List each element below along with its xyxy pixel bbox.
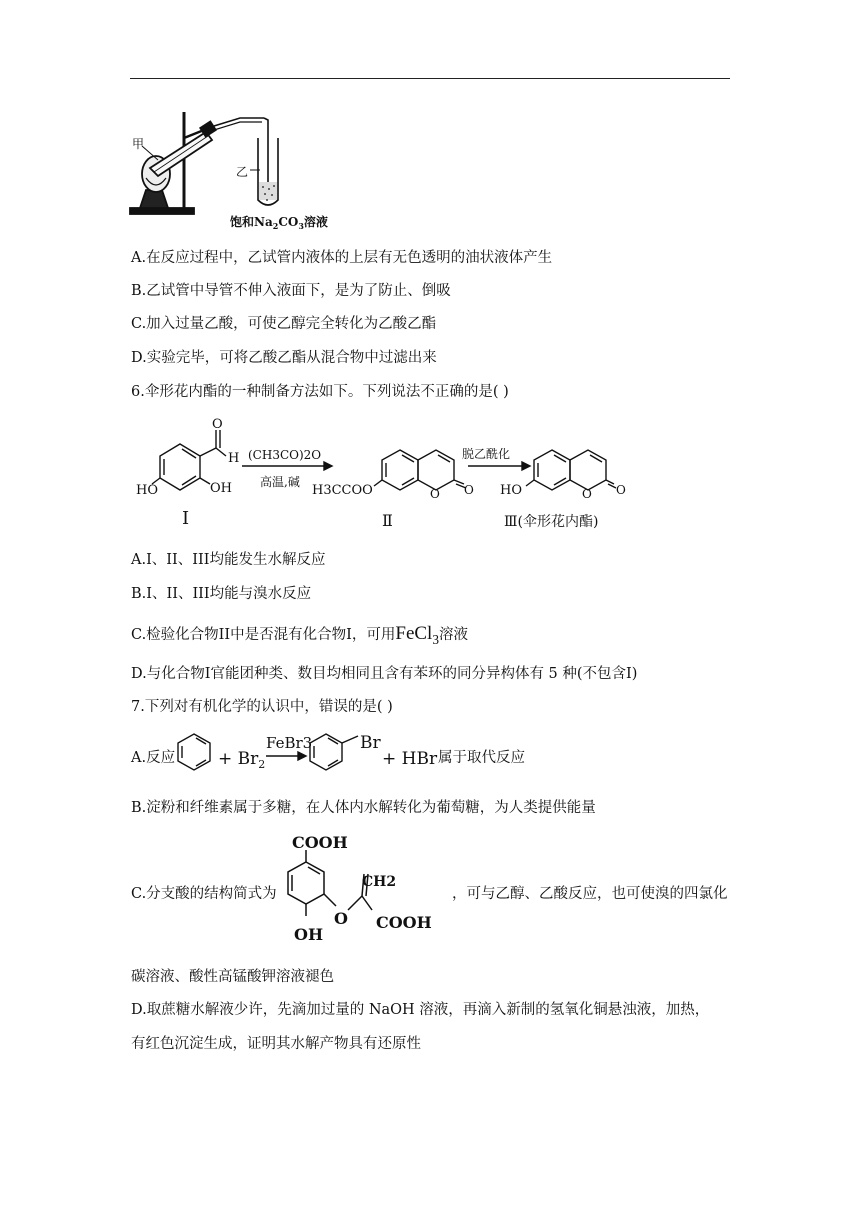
reagent-acetic-anhydride: (CH3CO)2O [248,448,322,462]
hbr-product: + HBr [382,749,438,769]
q5-option-c: C.加入过量乙酸，可使乙醇完全转化为乙酸乙酯 [131,316,437,332]
fecl3-main: FeCl [395,623,433,644]
ii-carbonyl-o: O [464,483,474,497]
q5-option-d: D.实验完毕，可将乙酸乙酯从混合物中过滤出来 [131,350,437,366]
compound-iii-label: Ⅲ(伞形花内酯) [504,514,599,530]
q7-option-c-suffix: ，可与乙醇、乙酸反应，也可使溴的四氯化 [452,886,728,902]
bromobenzene-br: Br [360,733,381,753]
ii-acetoxy-label: H3CCOO [312,483,373,498]
iii-ho-label: HO [500,483,522,498]
q6-option-b: B.I、II、III均能与溴水反应 [131,586,312,602]
iii-ring-o: O [582,487,592,501]
chorismic-acid-structure [272,832,452,954]
q7-option-a-suffix: 属于取代反应 [438,750,525,766]
q7-option-d-line1: D.取蔗糖水解液少许，先滴加过量的 NaOH 溶液，再滴入新制的氢氧化铜悬浊液，加热， [131,1002,710,1018]
esterification-apparatus-figure [128,108,338,232]
fecl3-subscript: 3 [432,631,439,647]
q7-option-c-continuation: 碳溶液、酸性高锰酸钾溶液褪色 [131,969,334,985]
label-yi: 乙 [236,165,249,179]
q6-option-c [131,624,468,650]
febr3-catalyst: FeBr3 [266,734,313,752]
reagent-deacetylation: 脱乙酰化 [462,447,511,461]
umbelliferone-synthesis-scheme [130,414,640,534]
q6-option-a: A.I、II、III均能发生水解反应 [131,552,326,568]
ii-ring-o: O [430,487,440,501]
compound-ii-label: Ⅱ [382,511,393,530]
i-ho-label: HO [136,483,158,498]
q5-option-b: B.乙试管中导管不伸入液面下，是为了防止、倒吸 [131,283,451,299]
ether-o: O [334,909,348,928]
fecl3-formula [395,623,439,647]
label-jia: 甲 [132,137,145,151]
apparatus-caption: 饱和$Na_2CO_3$溶液 [230,215,328,231]
cooh-top: COOH [292,833,348,852]
compound-i-label: I [182,508,190,529]
i-oh-label: OH [210,481,232,496]
q5-option-a: A.在反应过程中，乙试管内液体的上层有无色透明的油状液体产生 [131,250,553,266]
iii-carbonyl-o: O [616,483,626,497]
i-h-label: H [228,451,240,466]
cooh-right: COOH [376,913,432,932]
br2-reactant: + $Br_2$ [218,749,266,771]
q7-option-c-prefix: C.分支酸的结构简式为 [131,886,277,902]
q7-option-b: B.淀粉和纤维素属于多糖，在人体内水解转化为葡萄糖，为人类提供能量 [131,800,596,816]
q7-stem: 7.下列对有机化学的认识中，错误的是( ) [131,699,393,715]
q6-option-c-tail: 溶液 [438,627,468,643]
reagent-conditions: 高温,碱 [260,475,300,489]
q7-option-a-prefix: A.反应 [131,750,176,766]
ch2-label: CH2 [362,874,397,890]
header-rule [130,78,730,79]
q6-option-c-text: C.检验化合物II中是否混有化合物I，可用 [131,627,396,643]
q6-option-d: D.与化合物I官能团种类、数目均相同且含有苯环的同分异构体有 5 种(不包含I) [131,666,638,682]
oh-label: OH [294,925,324,944]
i-o-label: O [212,417,223,432]
q6-stem: 6.伞形花内酯的一种制备方法如下。下列说法不正确的是( ) [131,384,509,400]
q7-option-d-line2: 有红色沉淀生成，证明其水解产物具有还原性 [131,1036,421,1052]
